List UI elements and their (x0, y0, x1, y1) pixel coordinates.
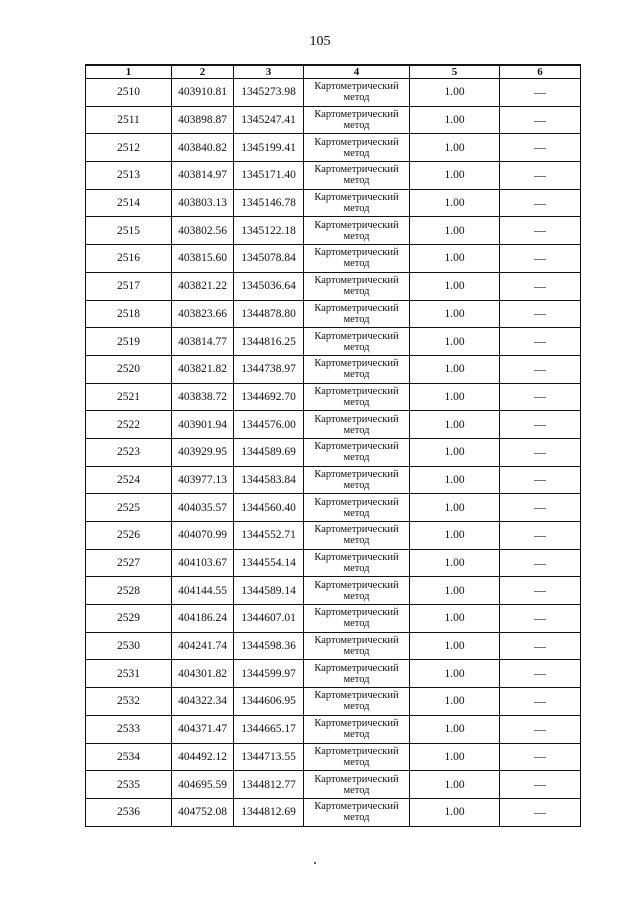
table-row (86, 217, 581, 245)
cell-x-coordinate: 404070.99 (172, 522, 234, 550)
coordinates-table (85, 64, 581, 827)
cell-method (304, 605, 410, 633)
cell-note: — (500, 660, 581, 688)
table-row (86, 189, 581, 217)
cell-point-number: 2522 (86, 411, 172, 439)
cell-accuracy: 1.00 (410, 771, 500, 799)
cell-y-coordinate: 1344598.36 (234, 632, 304, 660)
cell-note: — (500, 189, 581, 217)
cell-y-coordinate: 1344554.14 (234, 549, 304, 577)
cell-method (304, 771, 410, 799)
cell-method (304, 798, 410, 826)
cell-x-coordinate: 403898.87 (172, 106, 234, 134)
cell-note: — (500, 79, 581, 107)
cell-accuracy: 1.00 (410, 272, 500, 300)
cell-x-coordinate: 403802.56 (172, 217, 234, 245)
cell-x-coordinate: 404371.47 (172, 715, 234, 743)
table-header (86, 65, 581, 79)
method-line-1: Картометрический (314, 413, 399, 425)
cell-point-number: 2530 (86, 632, 172, 660)
cell-point-number: 2532 (86, 688, 172, 716)
cell-note: — (500, 106, 581, 134)
method-line-1: Картометрический (314, 247, 399, 259)
cell-x-coordinate: 403814.77 (172, 328, 234, 356)
cell-method (304, 577, 410, 605)
table-row (86, 79, 581, 107)
method-line-2: метод (343, 341, 370, 353)
method-line-2: метод (343, 479, 370, 491)
cell-accuracy: 1.00 (410, 217, 500, 245)
cell-accuracy: 1.00 (410, 300, 500, 328)
table-row (86, 743, 581, 771)
cell-point-number: 2528 (86, 577, 172, 605)
cell-point-number: 2517 (86, 272, 172, 300)
method-line-2: метод (343, 756, 370, 768)
table-row (86, 383, 581, 411)
method-line-2: метод (343, 313, 370, 325)
cell-point-number: 2518 (86, 300, 172, 328)
cell-x-coordinate: 404144.55 (172, 577, 234, 605)
method-line-1: Картометрический (314, 607, 399, 619)
method-line-2: метод (343, 812, 370, 824)
cell-note: — (500, 217, 581, 245)
cell-note: — (500, 715, 581, 743)
cell-point-number: 2535 (86, 771, 172, 799)
method-line-1: Картометрический (314, 136, 399, 148)
cell-y-coordinate: 1345199.41 (234, 134, 304, 162)
header-col-5: 5 (410, 65, 500, 79)
cell-note: — (500, 798, 581, 826)
cell-point-number: 2534 (86, 743, 172, 771)
cell-y-coordinate: 1345122.18 (234, 217, 304, 245)
method-line-2: метод (343, 507, 370, 519)
cell-x-coordinate: 403803.13 (172, 189, 234, 217)
cell-x-coordinate: 403823.66 (172, 300, 234, 328)
cell-y-coordinate: 1344878.80 (234, 300, 304, 328)
cell-accuracy: 1.00 (410, 494, 500, 522)
method-line-2: метод (343, 424, 370, 436)
cell-method (304, 632, 410, 660)
table-row (86, 522, 581, 550)
cell-x-coordinate: 404301.82 (172, 660, 234, 688)
cell-point-number: 2529 (86, 605, 172, 633)
cell-accuracy: 1.00 (410, 632, 500, 660)
cell-method (304, 549, 410, 577)
cell-y-coordinate: 1344812.77 (234, 771, 304, 799)
method-line-1: Картометрический (314, 745, 399, 757)
method-line-2: метод (343, 92, 370, 104)
cell-y-coordinate: 1345247.41 (234, 106, 304, 134)
cell-point-number: 2523 (86, 438, 172, 466)
table-row (86, 605, 581, 633)
table-row (86, 688, 581, 716)
method-line-1: Картометрический (314, 358, 399, 370)
cell-accuracy: 1.00 (410, 245, 500, 273)
method-line-2: метод (343, 230, 370, 242)
cell-y-coordinate: 1344607.01 (234, 605, 304, 633)
cell-y-coordinate: 1344713.55 (234, 743, 304, 771)
cell-accuracy: 1.00 (410, 577, 500, 605)
cell-accuracy: 1.00 (410, 438, 500, 466)
cell-x-coordinate: 403977.13 (172, 466, 234, 494)
method-line-1: Картометрический (314, 219, 399, 231)
cell-accuracy: 1.00 (410, 79, 500, 107)
cell-method (304, 466, 410, 494)
cell-point-number: 2521 (86, 383, 172, 411)
table-row (86, 798, 581, 826)
cell-note: — (500, 771, 581, 799)
page-number: 105 (309, 34, 331, 49)
cell-method (304, 522, 410, 550)
cell-y-coordinate: 1344692.70 (234, 383, 304, 411)
cell-point-number: 2511 (86, 106, 172, 134)
table-row (86, 771, 581, 799)
table-row (86, 106, 581, 134)
cell-note: — (500, 549, 581, 577)
cell-x-coordinate: 404241.74 (172, 632, 234, 660)
header-col-6: 6 (500, 65, 581, 79)
cell-method (304, 328, 410, 356)
cell-point-number: 2520 (86, 355, 172, 383)
cell-note: — (500, 577, 581, 605)
cell-note: — (500, 272, 581, 300)
cell-accuracy: 1.00 (410, 134, 500, 162)
cell-point-number: 2510 (86, 79, 172, 107)
header-col-1: 1 (86, 65, 172, 79)
method-line-2: метод (343, 701, 370, 713)
cell-method (304, 106, 410, 134)
cell-point-number: 2526 (86, 522, 172, 550)
cell-accuracy: 1.00 (410, 688, 500, 716)
table-row (86, 466, 581, 494)
cell-point-number: 2514 (86, 189, 172, 217)
cell-x-coordinate: 404186.24 (172, 605, 234, 633)
cell-note: — (500, 300, 581, 328)
cell-point-number: 2536 (86, 798, 172, 826)
cell-y-coordinate: 1344606.95 (234, 688, 304, 716)
table-row (86, 632, 581, 660)
cell-y-coordinate: 1344560.40 (234, 494, 304, 522)
cell-note: — (500, 438, 581, 466)
method-line-2: метод (343, 618, 370, 630)
table-row (86, 300, 581, 328)
cell-note: — (500, 632, 581, 660)
cell-accuracy: 1.00 (410, 383, 500, 411)
header-row (86, 65, 581, 79)
table-row (86, 134, 581, 162)
method-line-1: Картометрический (314, 192, 399, 204)
method-line-2: метод (343, 369, 370, 381)
cell-point-number: 2525 (86, 494, 172, 522)
cell-method (304, 217, 410, 245)
cell-x-coordinate: 404035.57 (172, 494, 234, 522)
cell-note: — (500, 605, 581, 633)
method-line-1: Картометрический (314, 773, 399, 785)
cell-method (304, 411, 410, 439)
cell-point-number: 2533 (86, 715, 172, 743)
header-col-2: 2 (172, 65, 234, 79)
method-line-2: метод (343, 452, 370, 464)
table-row (86, 355, 581, 383)
cell-x-coordinate: 404322.34 (172, 688, 234, 716)
method-line-1: Картометрический (314, 385, 399, 397)
cell-method (304, 300, 410, 328)
method-line-2: метод (343, 147, 370, 159)
cell-note: — (500, 245, 581, 273)
method-line-1: Картометрический (314, 524, 399, 536)
cell-accuracy: 1.00 (410, 522, 500, 550)
method-line-2: метод (343, 175, 370, 187)
method-line-1: Картометрический (314, 302, 399, 314)
method-line-2: метод (343, 729, 370, 741)
table-row (86, 411, 581, 439)
cell-accuracy: 1.00 (410, 162, 500, 190)
method-line-1: Картометрический (314, 690, 399, 702)
cell-method (304, 162, 410, 190)
cell-y-coordinate: 1344589.69 (234, 438, 304, 466)
cell-point-number: 2527 (86, 549, 172, 577)
cell-y-coordinate: 1344812.69 (234, 798, 304, 826)
cell-x-coordinate: 404695.59 (172, 771, 234, 799)
cell-y-coordinate: 1344583.84 (234, 466, 304, 494)
cell-note: — (500, 494, 581, 522)
cell-note: — (500, 522, 581, 550)
method-line-2: метод (343, 563, 370, 575)
cell-point-number: 2515 (86, 217, 172, 245)
table-row (86, 715, 581, 743)
table-row (86, 549, 581, 577)
cell-y-coordinate: 1344738.97 (234, 355, 304, 383)
cell-note: — (500, 466, 581, 494)
cell-point-number: 2531 (86, 660, 172, 688)
table-row (86, 660, 581, 688)
method-line-1: Картометрический (314, 81, 399, 93)
cell-x-coordinate: 403901.94 (172, 411, 234, 439)
cell-method (304, 660, 410, 688)
cell-y-coordinate: 1345146.78 (234, 189, 304, 217)
cell-accuracy: 1.00 (410, 411, 500, 439)
cell-accuracy: 1.00 (410, 355, 500, 383)
header-col-4: 4 (304, 65, 410, 79)
method-line-1: Картометрический (314, 330, 399, 342)
cell-method (304, 355, 410, 383)
method-line-2: метод (343, 590, 370, 602)
cell-method (304, 245, 410, 273)
cell-point-number: 2513 (86, 162, 172, 190)
cell-point-number: 2516 (86, 245, 172, 273)
cell-accuracy: 1.00 (410, 660, 500, 688)
method-line-2: метод (343, 784, 370, 796)
cell-y-coordinate: 1344665.17 (234, 715, 304, 743)
cell-x-coordinate: 403815.60 (172, 245, 234, 273)
cell-x-coordinate: 404752.08 (172, 798, 234, 826)
cell-method (304, 438, 410, 466)
cell-x-coordinate: 404492.12 (172, 743, 234, 771)
cell-note: — (500, 743, 581, 771)
cell-x-coordinate: 403821.22 (172, 272, 234, 300)
method-line-1: Картометрический (314, 801, 399, 813)
method-line-2: метод (343, 396, 370, 408)
method-line-1: Картометрический (314, 468, 399, 480)
cell-accuracy: 1.00 (410, 466, 500, 494)
method-line-1: Картометрический (314, 579, 399, 591)
table-row (86, 162, 581, 190)
method-line-2: метод (343, 286, 370, 298)
method-line-1: Картометрический (314, 164, 399, 176)
table-row (86, 577, 581, 605)
cell-y-coordinate: 1345273.98 (234, 79, 304, 107)
method-line-2: метод (343, 646, 370, 658)
cell-method (304, 134, 410, 162)
cell-note: — (500, 688, 581, 716)
table-row (86, 245, 581, 273)
cell-method (304, 715, 410, 743)
method-line-1: Картометрический (314, 718, 399, 730)
method-line-2: метод (343, 203, 370, 215)
method-line-2: метод (343, 120, 370, 132)
cell-y-coordinate: 1345171.40 (234, 162, 304, 190)
table-body (86, 79, 581, 827)
cell-y-coordinate: 1344576.00 (234, 411, 304, 439)
cell-method (304, 79, 410, 107)
method-line-1: Картометрический (314, 109, 399, 121)
cell-method (304, 688, 410, 716)
method-line-2: метод (343, 535, 370, 547)
cell-note: — (500, 134, 581, 162)
cell-note: — (500, 411, 581, 439)
table-row (86, 494, 581, 522)
cell-x-coordinate: 403910.81 (172, 79, 234, 107)
cell-accuracy: 1.00 (410, 605, 500, 633)
cell-method (304, 383, 410, 411)
cell-y-coordinate: 1344599.97 (234, 660, 304, 688)
table-row (86, 438, 581, 466)
method-line-1: Картометрический (314, 496, 399, 508)
cell-accuracy: 1.00 (410, 549, 500, 577)
cell-note: — (500, 355, 581, 383)
cell-accuracy: 1.00 (410, 189, 500, 217)
cell-accuracy: 1.00 (410, 715, 500, 743)
cell-note: — (500, 162, 581, 190)
stray-dot (314, 862, 316, 864)
method-line-2: метод (343, 258, 370, 270)
cell-method (304, 272, 410, 300)
cell-point-number: 2524 (86, 466, 172, 494)
method-line-1: Картометрический (314, 441, 399, 453)
method-line-1: Картометрический (314, 662, 399, 674)
cell-x-coordinate: 403838.72 (172, 383, 234, 411)
cell-accuracy: 1.00 (410, 328, 500, 356)
cell-accuracy: 1.00 (410, 798, 500, 826)
cell-y-coordinate: 1345036.64 (234, 272, 304, 300)
header-col-3: 3 (234, 65, 304, 79)
cell-x-coordinate: 403814.97 (172, 162, 234, 190)
cell-y-coordinate: 1344589.14 (234, 577, 304, 605)
cell-point-number: 2512 (86, 134, 172, 162)
cell-point-number: 2519 (86, 328, 172, 356)
cell-x-coordinate: 404103.67 (172, 549, 234, 577)
cell-note: — (500, 328, 581, 356)
cell-x-coordinate: 403821.82 (172, 355, 234, 383)
table-row (86, 272, 581, 300)
table-row (86, 328, 581, 356)
cell-y-coordinate: 1345078.84 (234, 245, 304, 273)
cell-x-coordinate: 403929.95 (172, 438, 234, 466)
cell-y-coordinate: 1344816.25 (234, 328, 304, 356)
method-line-1: Картометрический (314, 635, 399, 647)
cell-y-coordinate: 1344552.71 (234, 522, 304, 550)
method-line-1: Картометрический (314, 552, 399, 564)
cell-x-coordinate: 403840.82 (172, 134, 234, 162)
cell-method (304, 189, 410, 217)
cell-note: — (500, 383, 581, 411)
method-line-2: метод (343, 673, 370, 685)
cell-method (304, 743, 410, 771)
method-line-1: Картометрический (314, 275, 399, 287)
cell-accuracy: 1.00 (410, 106, 500, 134)
cell-method (304, 494, 410, 522)
cell-accuracy: 1.00 (410, 743, 500, 771)
